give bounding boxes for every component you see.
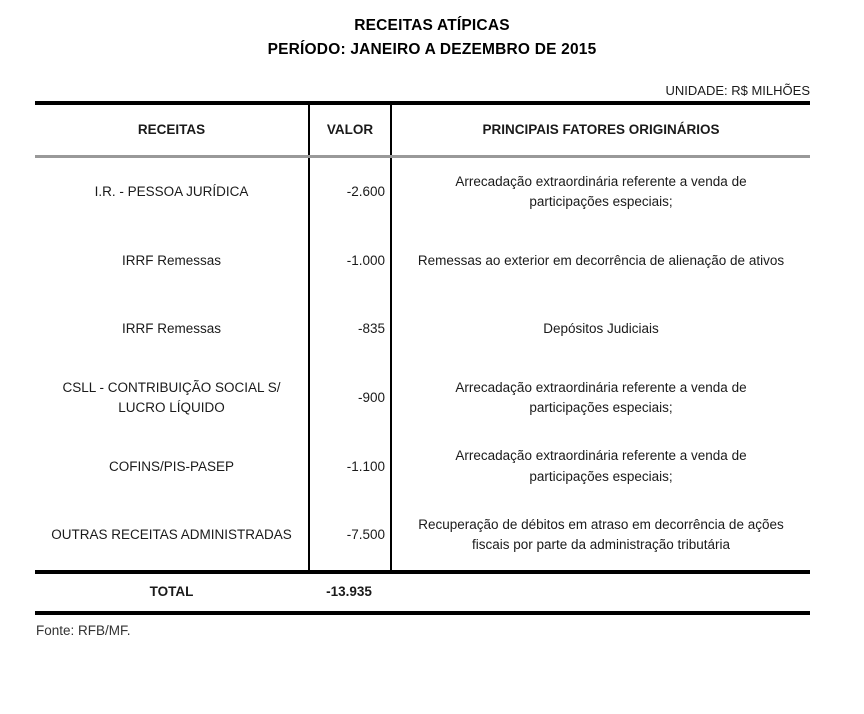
table-row [35, 158, 810, 227]
table-row [35, 432, 810, 501]
total-empty-cell [390, 574, 810, 611]
column-header-valor: VALOR [308, 105, 390, 155]
valor-cell: -2.600 [308, 158, 390, 227]
receita-cell: CSLL - CONTRIBUIÇÃO SOCIAL S/ LUCRO LÍQUIDO [62, 379, 281, 416]
table-header-row [35, 105, 810, 158]
fator-text: Recuperação de débitos em atraso em decorrência de ações fiscais por parte da administração tributária [418, 517, 784, 553]
fator-text: Arrecadação extraordinária referente a venda de participações especiais; [455, 448, 747, 484]
fator-text: Arrecadação extraordinária referente a venda de participações especiais; [455, 174, 747, 210]
receita-cell: COFINS/PIS-PASEP [108, 458, 235, 474]
table-row [35, 501, 810, 570]
fator-cell [390, 364, 810, 433]
fator-text: Arrecadação extraordinária referente a venda de participações especiais; [455, 379, 747, 416]
total-valor: -13.935 [326, 583, 372, 599]
fator-cell [390, 227, 810, 296]
valor-cell: -1.100 [308, 432, 390, 501]
table-row [35, 227, 810, 296]
title-line-2: PERÍODO: JANEIRO A DEZEMBRO DE 2015 [267, 41, 597, 59]
unit-label: UNIDADE: R$ MILHÕES [665, 83, 810, 99]
fator-cell [390, 501, 810, 570]
document-title [0, 14, 864, 62]
source-note: Fonte: RFB/MF. [36, 622, 131, 638]
valor-cell: -1.000 [308, 227, 390, 296]
table-row [35, 295, 810, 364]
column-header-fatores: PRINCIPAIS FATORES ORIGINÁRIOS [390, 105, 810, 155]
title-line-1: RECEITAS ATÍPICAS [354, 17, 510, 34]
receita-cell: IRRF Remessas [121, 321, 221, 337]
fator-text: Depósitos Judiciais [543, 321, 659, 337]
total-row [35, 574, 810, 611]
table-row [35, 364, 810, 433]
valor-cell: -900 [308, 364, 390, 433]
receita-cell: I.R. - PESSOA JURÍDICA [94, 184, 249, 200]
fator-cell [390, 295, 810, 364]
valor-cell: -7.500 [308, 501, 390, 570]
receitas-table [35, 101, 810, 615]
receita-cell: IRRF Remessas [121, 252, 221, 268]
table-body [35, 158, 810, 574]
receita-cell: OUTRAS RECEITAS ADMINISTRADAS [51, 527, 292, 543]
fator-text: Remessas ao exterior em decorrência de alienação de ativos [417, 252, 785, 268]
fator-cell [390, 432, 810, 501]
fator-cell [390, 158, 810, 227]
column-header-receitas: RECEITAS [137, 121, 206, 137]
total-label: TOTAL [149, 583, 194, 599]
valor-cell: -835 [308, 295, 390, 364]
